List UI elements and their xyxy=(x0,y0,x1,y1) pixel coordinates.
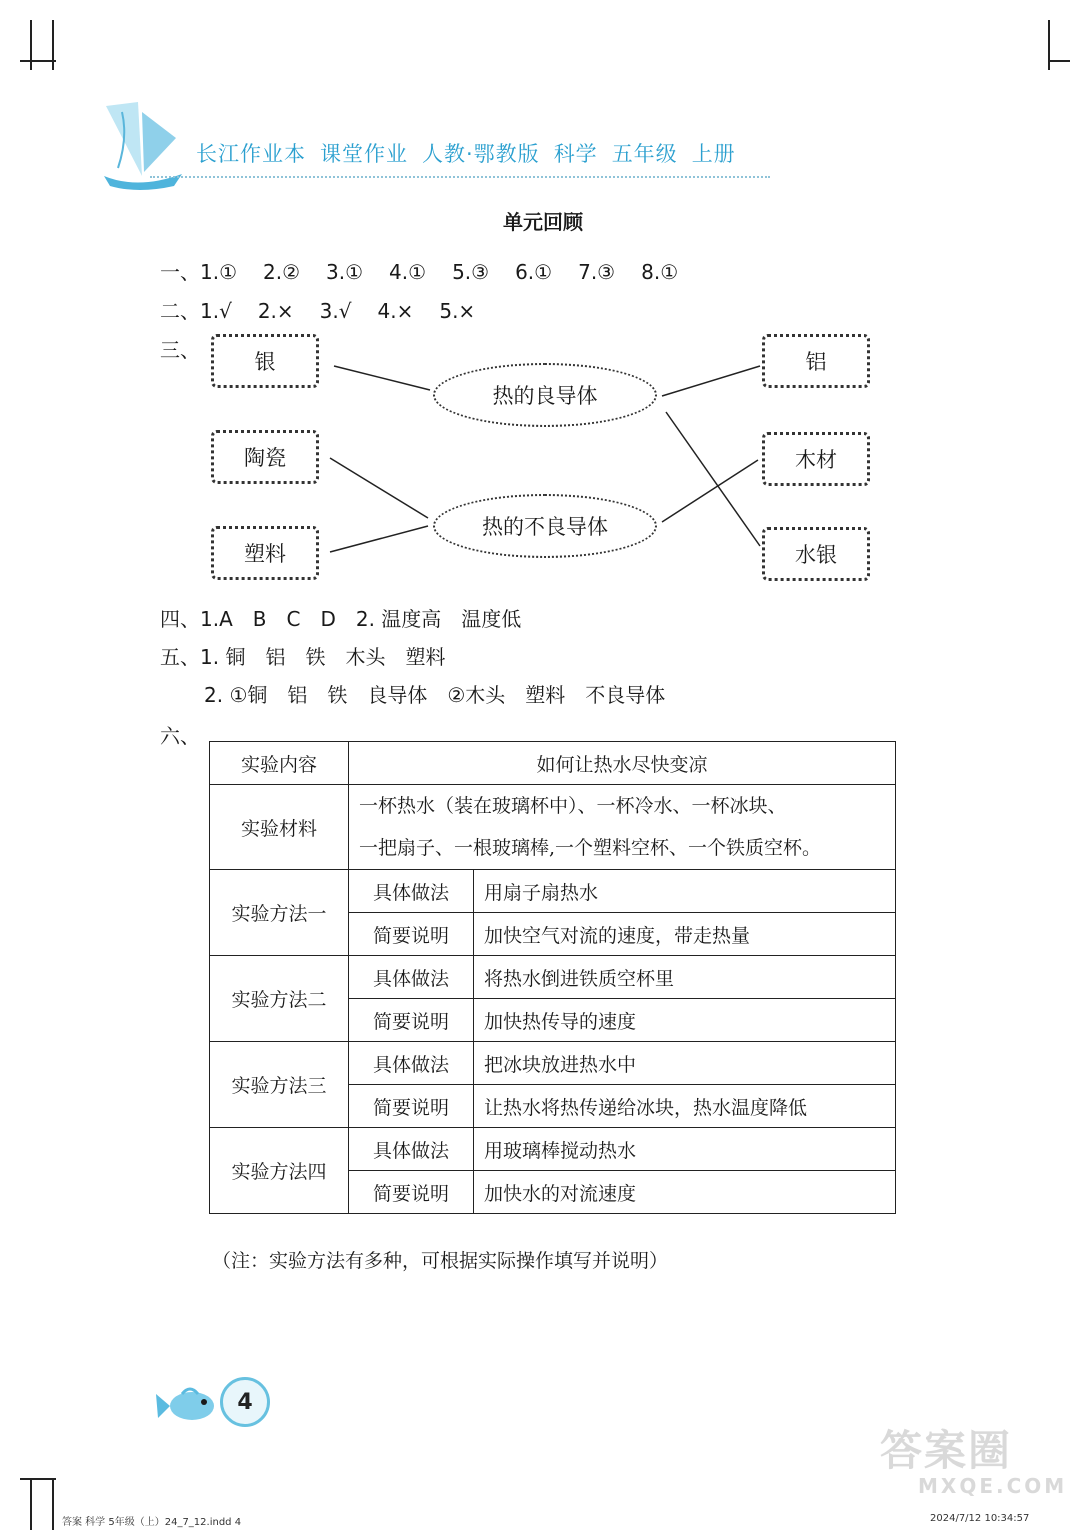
table-row xyxy=(210,956,896,999)
q5-answer-2: 2. ①铜 铝 铁 良导体 ②木头 塑料 不良导体 xyxy=(204,683,666,707)
q1-answer: 8.① xyxy=(641,260,679,284)
q2-answer: 4.× xyxy=(377,299,414,323)
q1-answer: 3.① xyxy=(326,260,364,284)
header-type: 课堂作业 xyxy=(320,142,408,166)
method-do-label: 具体做法 xyxy=(349,1128,474,1171)
header-edition: 人教·鄂教版 xyxy=(422,142,540,166)
crop-mark xyxy=(52,1480,54,1530)
left-item-plastic: 塑料 xyxy=(211,526,319,580)
q2-answer: 3.√ xyxy=(319,299,352,323)
table-row xyxy=(210,1042,896,1085)
q5-label: 五、 xyxy=(160,645,200,669)
right-item-mercury: 水银 xyxy=(762,527,870,581)
section-title: 单元回顾 xyxy=(503,210,583,234)
left-item-ceramic: 陶瓷 xyxy=(211,430,319,484)
q6-label: 六、 xyxy=(160,724,200,748)
method-do: 将热水倒进铁质空杯里 xyxy=(474,956,896,999)
left-item-silver: 银 xyxy=(211,334,319,388)
crop-mark xyxy=(30,1480,32,1530)
table-row xyxy=(210,1128,896,1171)
method-explain-label: 简要说明 xyxy=(349,1171,474,1214)
materials-line: 一把扇子、一根玻璃棒,一个塑料空杯、一个铁质空杯。 xyxy=(359,837,822,859)
header-subject: 科学 xyxy=(553,142,598,166)
table-row xyxy=(210,785,896,870)
method-explain: 让热水将热传递给冰块，热水温度降低 xyxy=(474,1085,896,1128)
q1-answer: 1.① xyxy=(200,260,238,284)
q2-label: 二、 xyxy=(160,299,200,323)
method-do-label: 具体做法 xyxy=(349,1042,474,1085)
page-number: 4 xyxy=(220,1377,270,1427)
method-name: 实验方法一 xyxy=(210,870,349,956)
method-explain: 加快热传导的速度 xyxy=(474,999,896,1042)
q2-answer: 5.× xyxy=(439,299,476,323)
category-poor-conductor: 热的不良导体 xyxy=(433,494,657,558)
materials-value xyxy=(349,785,896,870)
match-line xyxy=(666,412,760,546)
q1-label: 一、 xyxy=(160,260,200,284)
watermark-url: MXQE.COM xyxy=(918,1474,1068,1498)
table-header-value: 如何让热水尽快变凉 xyxy=(349,742,896,785)
q1-answer: 6.① xyxy=(515,260,553,284)
q1-answer: 7.③ xyxy=(578,260,616,284)
match-line xyxy=(330,526,428,552)
match-line xyxy=(662,460,758,522)
method-explain-label: 简要说明 xyxy=(349,913,474,956)
q4-answer: 1.A B C D 2. 温度高 温度低 xyxy=(200,607,522,631)
method-do-label: 具体做法 xyxy=(349,870,474,913)
q1-answer: 5.③ xyxy=(452,260,490,284)
match-line xyxy=(662,366,760,396)
q2-answer: 2.× xyxy=(257,299,294,323)
fish-mascot-icon xyxy=(154,1382,226,1426)
method-explain-label: 简要说明 xyxy=(349,999,474,1042)
method-explain-label: 简要说明 xyxy=(349,1085,474,1128)
q2-answer: 1.√ xyxy=(200,299,232,323)
method-do-label: 具体做法 xyxy=(349,956,474,999)
method-explain: 加快水的对流速度 xyxy=(474,1171,896,1214)
method-explain: 加快空气对流的速度，带走热量 xyxy=(474,913,896,956)
materials-line: 一杯热水（装在玻璃杯中）、一杯冷水、一杯冰块、 xyxy=(359,795,787,817)
method-do: 用玻璃棒搅动热水 xyxy=(474,1128,896,1171)
header-grade: 五年级 xyxy=(611,142,678,166)
crop-mark xyxy=(20,1478,56,1480)
right-item-wood: 木材 xyxy=(762,432,870,486)
method-do: 用扇子扇热水 xyxy=(474,870,896,913)
match-line xyxy=(330,458,428,518)
q3-label: 三、 xyxy=(160,338,200,362)
footer-file-info: 答案 科学 5年级（上）24_7_12.indd 4 xyxy=(62,1517,242,1528)
table-note: （注：实验方法有多种，可根据实际操作填写并说明） xyxy=(212,1250,669,1272)
q1-answer: 2.② xyxy=(263,260,301,284)
question-5 xyxy=(160,641,445,670)
right-item-aluminum: 铝 xyxy=(762,334,870,388)
header-volume: 上册 xyxy=(691,142,736,166)
q5-answer-1: 1. 铜 铝 铁 木头 塑料 xyxy=(200,645,446,669)
footer-timestamp: 2024/7/12 10:34:57 xyxy=(930,1513,1030,1524)
q4-label: 四、 xyxy=(160,607,200,631)
materials-label: 实验材料 xyxy=(210,785,349,870)
method-name: 实验方法三 xyxy=(210,1042,349,1128)
header-series: 长江作业本 xyxy=(196,142,306,166)
category-good-conductor: 热的良导体 xyxy=(433,363,657,427)
table-row xyxy=(210,742,896,785)
watermark-text: 答案圈 xyxy=(880,1426,1013,1475)
method-name: 实验方法二 xyxy=(210,956,349,1042)
question-4 xyxy=(160,603,521,632)
method-do: 把冰块放进热水中 xyxy=(474,1042,896,1085)
method-name: 实验方法四 xyxy=(210,1128,349,1214)
table-header-label: 实验内容 xyxy=(210,742,349,785)
experiment-table xyxy=(209,741,896,1214)
q1-answer: 4.① xyxy=(389,260,427,284)
table-row xyxy=(210,870,896,913)
match-line xyxy=(334,366,430,390)
